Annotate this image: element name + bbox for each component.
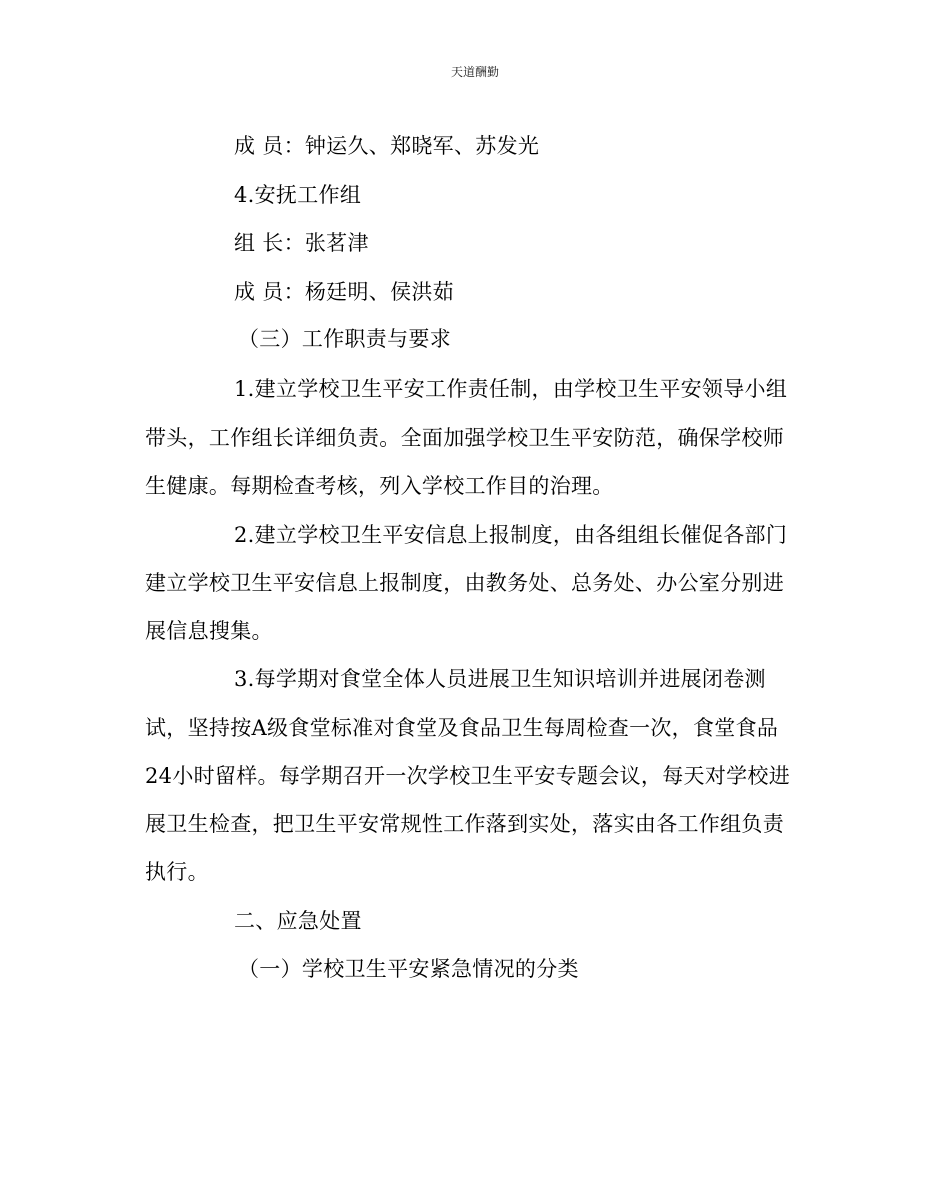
paragraph-line: 24小时留样。每学期召开一次学校卫生平安专题会议，每天对学校进 <box>145 764 791 788</box>
paragraph-line: 建立学校卫生平安信息上报制度，由教务处、总务处、办公室分别进 <box>145 571 784 595</box>
paragraph-line: 生健康。每期检查考核，列入学校工作目的治理。 <box>145 474 614 498</box>
subsection-heading-1: （一）学校卫生平安紧急情况的分类 <box>238 957 579 981</box>
section-heading-3: （三）工作职责与要求 <box>238 327 451 351</box>
group-heading-4: 4.安抚工作组 <box>234 183 362 207</box>
paragraph-line: 执行。 <box>145 860 209 884</box>
section-heading-emergency: 二、应急处置 <box>234 909 362 933</box>
paragraph-line: 展卫生检查，把卫生平安常规性工作落到实处，落实由各工作组负责 <box>145 812 784 836</box>
paragraph-line: 展信息搜集。 <box>145 619 273 643</box>
paragraph-line: 带头，工作组长详细负责。全面加强学校卫生平安防范，确保学校师 <box>145 426 784 450</box>
page-header: 天道酬勤 <box>450 65 499 79</box>
paragraph-line: 3.每学期对食堂全体人员进展卫生知识培训并进展闭卷测 <box>234 667 766 691</box>
member-line-2: 成 员：杨廷明、侯洪茹 <box>234 280 454 304</box>
member-line-1: 成 员：钟运久、郑晓军、苏发光 <box>234 134 540 158</box>
paragraph-line: 试，坚持按A级食堂标准对食堂及食品卫生每周检查一次，食堂食品 <box>145 716 779 740</box>
paragraph-line: 2.建立学校卫生平安信息上报制度，由各组组长催促各部门 <box>234 523 788 547</box>
paragraph-line: 1.建立学校卫生平安工作责任制，由学校卫生平安领导小组 <box>234 377 788 401</box>
leader-line: 组 长：张茗津 <box>234 231 369 255</box>
